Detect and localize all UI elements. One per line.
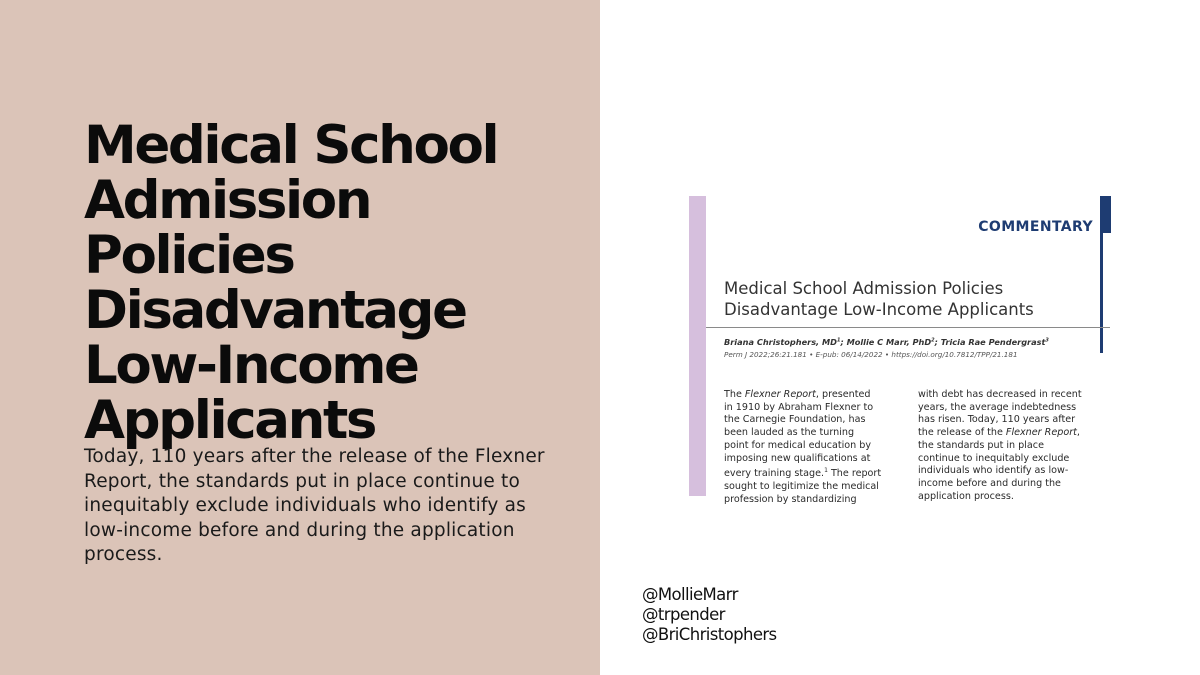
article-title-line: Disadvantage Low-Income Applicants [724,300,1034,319]
headline-line: Admission [84,170,371,231]
accent-bar-navy [1100,196,1111,233]
body-text-line: profession by standardizing [724,493,857,505]
handle-brichristophers: @BriChristophers [642,625,777,644]
headline-line: Medical School [84,115,498,176]
article-body-column-1 [724,389,896,507]
headline [84,115,584,451]
handle-mollie: @MollieMarr [642,585,738,604]
article-title [724,278,1094,320]
article-body-column-2 [918,389,1090,503]
article-preview [689,196,1112,505]
headline-line: Policies [84,225,294,286]
body-text-line: has risen. Today, 110 years after [918,414,1076,426]
body-text-line: continue to inequitably exclude [918,452,1070,464]
article-title-line: Medical School Admission Policies [724,279,1004,298]
body-text-line: the release of the Flexner Report, [918,427,1080,439]
body-text-line: income before and during the [918,477,1061,489]
article-citation: Perm J 2022;26:21.181 • E-pub: 06/14/2022 • https://doi.org/10.7812/TPP/21.181 [724,350,1018,359]
body-text-line: the Carnegie Foundation, has [724,414,866,426]
accent-line-navy [1100,233,1103,353]
body-text-line: with debt has decreased in recent [918,389,1082,400]
body-text-line: application process. [918,490,1014,502]
title-divider [706,327,1110,328]
headline-line: Low-Income [84,335,418,396]
body-text-line: The Flexner Report, presented [724,389,871,400]
body-text-line: imposing new qualifications at [724,452,871,464]
article-authors: Briana Christophers, $MD^1$; Mollie C Marr, PhD$^2$; Tricia Rae Pendergrast$^3$ [724,337,1049,347]
handle-trpender: @trpender [642,605,725,624]
body-text-line: individuals who identify as low- [918,465,1069,477]
body-text-line: been lauded as the turning [724,427,855,439]
body-text-line: sought to legitimize the medical [724,481,879,493]
author-affiliation-mark: 2 [931,337,935,344]
body-text-line: years, the average indebtedness [918,401,1077,413]
headline-line: Applicants [84,390,376,451]
body-text-line: the standards put in place [918,439,1044,451]
body-text-line: in 1910 by Abraham Flexner to [724,401,874,413]
section-label: COMMENTARY [978,219,1093,235]
body-text-line: point for medical education by [724,439,872,451]
summary-text: Today, 110 years after the release of the Flexner Report, the standards put in place continue to inequitably exclude individuals who identify as low-income before and during the application process. [84,446,545,565]
author-affiliation-mark: 1 [836,337,841,344]
author-name: Briana Christophers, MD [724,337,837,347]
body-text-line: every training stage.$^1$ The report [724,467,882,480]
headline-line: Disadvantage [84,280,466,341]
social-handles [642,585,777,645]
author-affiliation-mark: 3 [1045,337,1049,344]
author-name: Tricia Rae Pendergrast [940,337,1046,347]
author-name: Mollie C Marr, PhD [846,337,932,347]
accent-bar-purple [689,196,706,496]
